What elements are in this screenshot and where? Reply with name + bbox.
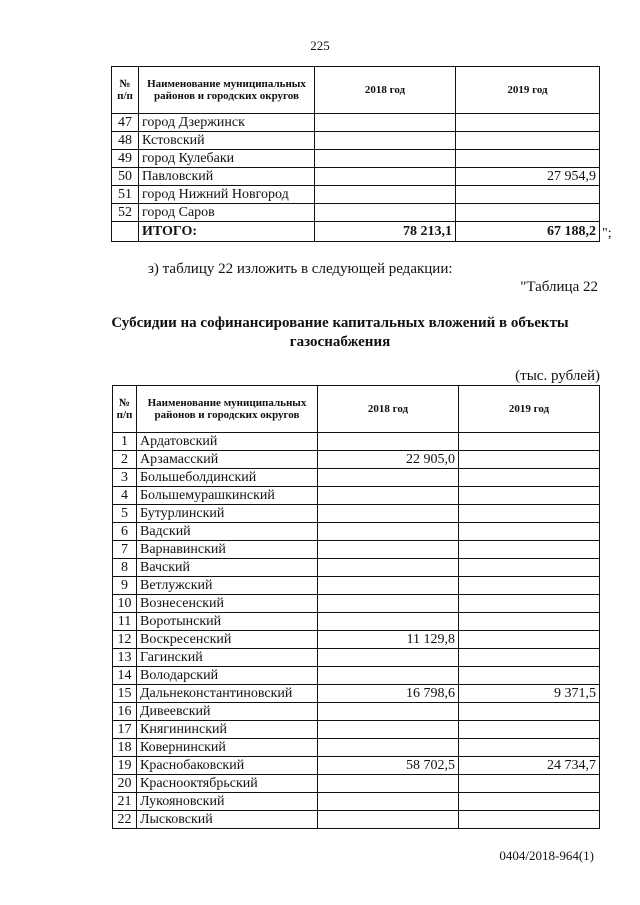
municipality-name: Володарский	[137, 667, 318, 685]
col-header-number: № п/п	[112, 67, 139, 114]
table-row	[112, 204, 600, 222]
row-number: 3	[113, 469, 137, 487]
table-label: "Таблица 22	[520, 279, 598, 295]
value-2018	[318, 559, 459, 577]
value-2019	[459, 613, 600, 631]
table-row	[112, 168, 600, 186]
value-2018	[318, 739, 459, 757]
row-number: 52	[112, 204, 139, 222]
value-2019	[459, 793, 600, 811]
municipality-name: город Саров	[139, 204, 315, 222]
row-number: 19	[113, 757, 137, 775]
value-2018	[315, 186, 456, 204]
value-2018	[318, 721, 459, 739]
row-number: 10	[113, 595, 137, 613]
value-2018	[318, 775, 459, 793]
municipality-name: Краснобаковский	[137, 757, 318, 775]
table-row	[113, 739, 600, 757]
row-number: 12	[113, 631, 137, 649]
value-2019	[459, 505, 600, 523]
value-2018	[318, 595, 459, 613]
row-number: 17	[113, 721, 137, 739]
value-2019	[459, 775, 600, 793]
value-2018: 16 798,6	[318, 685, 459, 703]
units-label: (тыс. рублей)	[515, 368, 600, 384]
table-row	[113, 451, 600, 469]
municipality-name: Краснооктябрьский	[137, 775, 318, 793]
row-number: 20	[113, 775, 137, 793]
value-2019	[459, 451, 600, 469]
value-2018	[315, 132, 456, 150]
row-number: 5	[113, 505, 137, 523]
table-row	[113, 505, 600, 523]
table-row	[113, 685, 600, 703]
municipality-name: Лукояновский	[137, 793, 318, 811]
municipal-table-continued	[111, 66, 600, 242]
value-2018	[315, 204, 456, 222]
value-2019: 24 734,7	[459, 757, 600, 775]
value-2018	[318, 433, 459, 451]
municipality-name: Дивеевский	[137, 703, 318, 721]
value-2019	[459, 559, 600, 577]
total-label: ИТОГО:	[139, 222, 315, 242]
col-header-2019: 2019 год	[459, 386, 600, 433]
municipality-name: Лысковский	[137, 811, 318, 829]
municipality-name: Княгининский	[137, 721, 318, 739]
value-2019	[459, 739, 600, 757]
total-row-number	[112, 222, 139, 242]
table-row	[113, 595, 600, 613]
municipality-name: Ветлужский	[137, 577, 318, 595]
total-2019: 67 188,2	[456, 222, 600, 242]
value-2019	[459, 469, 600, 487]
table-row	[113, 667, 600, 685]
table-row	[113, 703, 600, 721]
row-number: 13	[113, 649, 137, 667]
col-header-name: Наименование муниципальных районов и городских округов	[139, 67, 315, 114]
row-number: 21	[113, 793, 137, 811]
value-2018: 11 129,8	[318, 631, 459, 649]
municipality-name: Воротынский	[137, 613, 318, 631]
value-2018	[318, 541, 459, 559]
table-row	[113, 577, 600, 595]
value-2019	[459, 649, 600, 667]
total-2018: 78 213,1	[315, 222, 456, 242]
municipality-name: Гагинский	[137, 649, 318, 667]
value-2018	[318, 649, 459, 667]
municipality-name: Вознесенский	[137, 595, 318, 613]
row-number: 11	[113, 613, 137, 631]
municipality-name: Павловский	[139, 168, 315, 186]
table-row	[113, 649, 600, 667]
table-row	[113, 523, 600, 541]
municipality-name: Большемурашкинский	[137, 487, 318, 505]
table-header-row	[112, 67, 600, 114]
document-code: 0404/2018-964(1)	[499, 848, 594, 863]
row-number: 16	[113, 703, 137, 721]
col-header-number: № п/п	[113, 386, 137, 433]
total-row	[112, 222, 600, 242]
col-header-2018: 2018 год	[318, 386, 459, 433]
municipality-name: город Дзержинск	[139, 114, 315, 132]
table-row	[113, 793, 600, 811]
value-2019: 27 954,9	[456, 168, 600, 186]
value-2019	[459, 523, 600, 541]
col-header-name: Наименование муниципальных районов и городских округов	[137, 386, 318, 433]
value-2019	[459, 433, 600, 451]
table-row	[113, 775, 600, 793]
municipality-name: Арзамасский	[137, 451, 318, 469]
row-number: 48	[112, 132, 139, 150]
table-row	[113, 631, 600, 649]
value-2019	[459, 703, 600, 721]
row-number: 50	[112, 168, 139, 186]
col-header-2019: 2019 год	[456, 67, 600, 114]
table-row	[113, 487, 600, 505]
municipality-name: Вачский	[137, 559, 318, 577]
value-2019	[456, 114, 600, 132]
row-number: 14	[113, 667, 137, 685]
municipality-name: Ковернинский	[137, 739, 318, 757]
value-2019	[459, 595, 600, 613]
table-row	[112, 132, 600, 150]
value-2018	[315, 168, 456, 186]
value-2018	[318, 505, 459, 523]
value-2019	[456, 132, 600, 150]
closing-quote: ";	[602, 226, 612, 241]
table-header-row	[113, 386, 600, 433]
row-number: 1	[113, 433, 137, 451]
municipality-name: Вадский	[137, 523, 318, 541]
value-2019	[456, 204, 600, 222]
row-number: 2	[113, 451, 137, 469]
value-2019	[456, 150, 600, 168]
value-2019	[456, 186, 600, 204]
municipality-name: Дальнеконстантиновский	[137, 685, 318, 703]
table-row	[113, 613, 600, 631]
row-number: 4	[113, 487, 137, 505]
value-2019	[459, 541, 600, 559]
municipality-name: Бутурлинский	[137, 505, 318, 523]
value-2019	[459, 577, 600, 595]
municipality-name: Воскресенский	[137, 631, 318, 649]
value-2018	[318, 469, 459, 487]
value-2019	[459, 811, 600, 829]
row-number: 51	[112, 186, 139, 204]
municipality-name: Ардатовский	[137, 433, 318, 451]
row-number: 6	[113, 523, 137, 541]
row-number: 9	[113, 577, 137, 595]
table-row	[112, 150, 600, 168]
row-number: 47	[112, 114, 139, 132]
value-2019: 9 371,5	[459, 685, 600, 703]
table-row	[113, 721, 600, 739]
col-header-2018: 2018 год	[315, 67, 456, 114]
table-row	[113, 433, 600, 451]
value-2019	[459, 631, 600, 649]
section-title: Субсидии на софинансирование капитальных вложений в объекты газоснабжения	[111, 315, 569, 350]
row-number: 8	[113, 559, 137, 577]
value-2018	[318, 793, 459, 811]
value-2018: 22 905,0	[318, 451, 459, 469]
page-number: 225	[310, 38, 330, 53]
value-2019	[459, 667, 600, 685]
value-2018	[318, 523, 459, 541]
row-number: 49	[112, 150, 139, 168]
subsidy-table	[112, 385, 600, 829]
municipality-name: город Нижний Новгород	[139, 186, 315, 204]
value-2018	[315, 114, 456, 132]
table-row	[112, 186, 600, 204]
row-number: 22	[113, 811, 137, 829]
municipality-name: Варнавинский	[137, 541, 318, 559]
table-row	[113, 541, 600, 559]
value-2019	[459, 487, 600, 505]
table-row	[113, 757, 600, 775]
table-row	[113, 811, 600, 829]
row-number: 15	[113, 685, 137, 703]
municipality-name: город Кулебаки	[139, 150, 315, 168]
value-2018	[315, 150, 456, 168]
value-2018	[318, 577, 459, 595]
value-2018	[318, 613, 459, 631]
value-2018	[318, 487, 459, 505]
value-2018: 58 702,5	[318, 757, 459, 775]
value-2018	[318, 703, 459, 721]
value-2018	[318, 811, 459, 829]
amendment-instruction: з) таблицу 22 изложить в следующей редакции:	[148, 261, 453, 277]
table-row	[113, 469, 600, 487]
table-row	[112, 114, 600, 132]
municipality-name: Большеболдинский	[137, 469, 318, 487]
row-number: 18	[113, 739, 137, 757]
municipality-name: Кстовский	[139, 132, 315, 150]
row-number: 7	[113, 541, 137, 559]
table-row	[113, 559, 600, 577]
value-2018	[318, 667, 459, 685]
value-2019	[459, 721, 600, 739]
